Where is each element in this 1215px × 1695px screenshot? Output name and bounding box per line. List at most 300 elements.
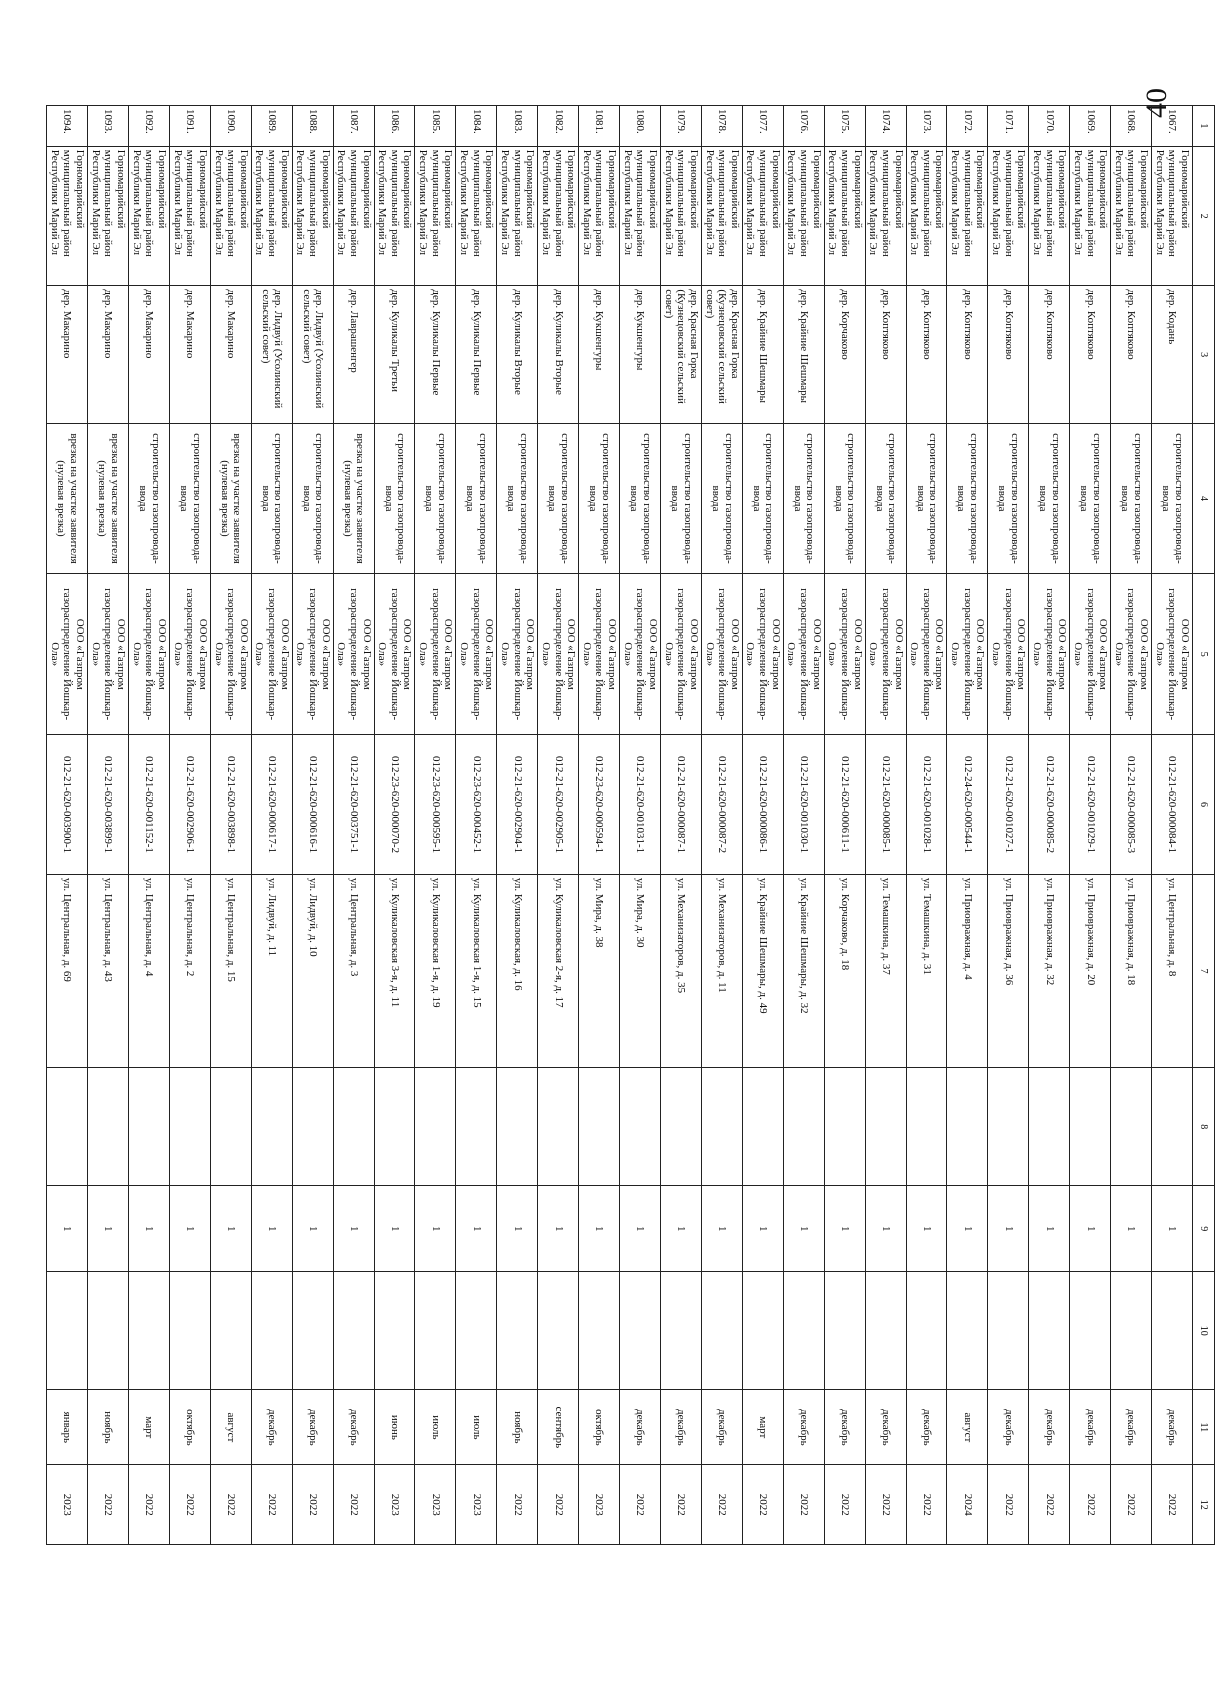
month-cell: август — [210, 1390, 251, 1465]
settlement-cell: дер. Коптяково — [988, 286, 1029, 423]
work-type-cell: строительство газопровода-ввода — [292, 423, 333, 573]
operator-cell: ООО «Газпром газораспределение Йошкар-Ола» — [742, 574, 783, 735]
work-type-cell: строительство газопровода-ввода — [906, 423, 947, 573]
address-cell: ул. Приовражная, д. 4 — [947, 874, 988, 1067]
address-cell: ул. Приовражная, д. 32 — [1029, 874, 1070, 1067]
table-row — [1152, 106, 1193, 1545]
operator-cell: ООО «Газпром газораспределение Йошкар-Ола» — [88, 574, 129, 735]
municipality-cell: Горномарийский муниципальный район Республики Марий Эл — [47, 146, 88, 286]
col-10-cell — [251, 1272, 292, 1390]
work-type-cell: строительство газопровода-ввода — [947, 423, 988, 573]
operator-cell: ООО «Газпром газораспределение Йошкар-Ола» — [661, 574, 702, 735]
work-type-cell: строительство газопровода-ввода — [169, 423, 210, 573]
municipality-cell: Горномарийский муниципальный район Республики Марий Эл — [783, 146, 824, 286]
work-type-cell: врезка на участке заявителя (нулевая врезка) — [88, 423, 129, 573]
application-number-cell: 012-21-620-000086-1 — [742, 735, 783, 875]
col-10-cell — [579, 1272, 620, 1390]
table-row — [1029, 106, 1070, 1545]
application-number-cell: 012-21-620-001030-1 — [783, 735, 824, 875]
table-row — [129, 106, 170, 1545]
year-cell: 2022 — [783, 1465, 824, 1545]
operator-cell: ООО «Газпром газораспределение Йошкар-Ола» — [947, 574, 988, 735]
settlement-cell: дер. Крайние Шешмары — [783, 286, 824, 423]
operator-cell: ООО «Газпром газораспределение Йошкар-Ола» — [292, 574, 333, 735]
col-8-cell — [169, 1068, 210, 1186]
row-number-cell: 1077. — [742, 106, 783, 147]
address-cell: ул. Центральная, д. 69 — [47, 874, 88, 1067]
application-number-cell: 012-21-620-000087-2 — [701, 735, 742, 875]
work-type-cell: строительство газопровода-ввода — [1070, 423, 1111, 573]
work-type-cell: строительство газопровода-ввода — [415, 423, 456, 573]
quantity-cell: 1 — [169, 1186, 210, 1272]
col-8-cell — [1070, 1068, 1111, 1186]
application-number-cell: 012-21-620-002904-1 — [497, 735, 538, 875]
settlement-cell: дер. Коптяково — [947, 286, 988, 423]
col-10-cell — [538, 1272, 579, 1390]
year-cell: 2023 — [415, 1465, 456, 1545]
col-8-cell — [1029, 1068, 1070, 1186]
municipality-cell: Горномарийский муниципальный район Республики Марий Эл — [1111, 146, 1152, 286]
col-10-cell — [824, 1272, 865, 1390]
row-number-cell: 1080. — [620, 106, 661, 147]
settlement-cell: дер. Куликалы Вторые — [538, 286, 579, 423]
work-type-cell: строительство газопровода-ввода — [1029, 423, 1070, 573]
settlement-cell: дер. Куликалы Третьи — [374, 286, 415, 423]
operator-cell: ООО «Газпром газораспределение Йошкар-Ола» — [415, 574, 456, 735]
table-row — [742, 106, 783, 1545]
col-8-cell — [129, 1068, 170, 1186]
quantity-cell: 1 — [251, 1186, 292, 1272]
table-row — [620, 106, 661, 1545]
municipality-cell: Горномарийский муниципальный район Республики Марий Эл — [620, 146, 661, 286]
address-cell: ул. Крайние Шешмары, д. 49 — [742, 874, 783, 1067]
settlement-cell: дер. Коптяково — [1070, 286, 1111, 423]
settlement-cell: дер. Кукшенгуры — [579, 286, 620, 423]
quantity-cell: 1 — [783, 1186, 824, 1272]
application-number-cell: 012-21-620-001027-1 — [988, 735, 1029, 875]
year-cell: 2022 — [824, 1465, 865, 1545]
settlement-cell: дер. Кукшенгуры — [620, 286, 661, 423]
col-8-cell — [742, 1068, 783, 1186]
operator-cell: ООО «Газпром газораспределение Йошкар-Ола» — [1029, 574, 1070, 735]
settlement-cell: дер. Крайние Шешмары — [742, 286, 783, 423]
page-number: 40 — [1140, 88, 1173, 118]
year-cell: 2022 — [169, 1465, 210, 1545]
month-cell: декабрь — [1070, 1390, 1111, 1465]
municipality-cell: Горномарийский муниципальный район Республики Марий Эл — [1070, 146, 1111, 286]
address-cell: ул. Мира, д. 30 — [620, 874, 661, 1067]
col-8-cell — [415, 1068, 456, 1186]
month-cell: ноябрь — [88, 1390, 129, 1465]
column-header-4: 4 — [1193, 423, 1215, 573]
month-cell: декабрь — [988, 1390, 1029, 1465]
table-row — [333, 106, 374, 1545]
operator-cell: ООО «Газпром газораспределение Йошкар-Ола» — [538, 574, 579, 735]
column-header-1: 1 — [1193, 106, 1215, 147]
col-8-cell — [620, 1068, 661, 1186]
application-number-cell: 012-23-620-000452-1 — [456, 735, 497, 875]
work-type-cell: строительство газопровода-ввода — [701, 423, 742, 573]
work-type-cell: строительство газопровода-ввода — [661, 423, 702, 573]
application-number-cell: 012-21-620-000617-1 — [251, 735, 292, 875]
municipality-cell: Горномарийский муниципальный район Республики Марий Эл — [906, 146, 947, 286]
settlement-cell: дер. Красная Горка (Кузнецовский сельский совет) — [701, 286, 742, 423]
row-number-cell: 1068. — [1111, 106, 1152, 147]
year-cell: 2022 — [661, 1465, 702, 1545]
col-10-cell — [497, 1272, 538, 1390]
quantity-cell: 1 — [497, 1186, 538, 1272]
operator-cell: ООО «Газпром газораспределение Йошкар-Ола» — [865, 574, 906, 735]
col-8-cell — [579, 1068, 620, 1186]
row-number-cell: 1067. — [1152, 106, 1193, 147]
quantity-cell: 1 — [865, 1186, 906, 1272]
col-8-cell — [1111, 1068, 1152, 1186]
municipality-cell: Горномарийский муниципальный район Республики Марий Эл — [865, 146, 906, 286]
col-8-cell — [906, 1068, 947, 1186]
col-8-cell — [661, 1068, 702, 1186]
operator-cell: ООО «Газпром газораспределение Йошкар-Ола» — [824, 574, 865, 735]
row-number-cell: 1089. — [251, 106, 292, 147]
col-8-cell — [374, 1068, 415, 1186]
month-cell: декабрь — [701, 1390, 742, 1465]
column-header-8: 8 — [1193, 1068, 1215, 1186]
work-type-cell: строительство газопровода-ввода — [824, 423, 865, 573]
row-number-cell: 1075. — [824, 106, 865, 147]
quantity-cell: 1 — [88, 1186, 129, 1272]
table-row — [1070, 106, 1111, 1545]
col-10-cell — [210, 1272, 251, 1390]
col-10-cell — [865, 1272, 906, 1390]
month-cell: декабрь — [906, 1390, 947, 1465]
quantity-cell: 1 — [374, 1186, 415, 1272]
year-cell: 2024 — [947, 1465, 988, 1545]
address-cell: ул. Центральная, д. 2 — [169, 874, 210, 1067]
col-10-cell — [988, 1272, 1029, 1390]
application-number-cell: 012-21-620-001031-1 — [620, 735, 661, 875]
settlement-cell: дер. Куликалы Первые — [456, 286, 497, 423]
year-cell: 2022 — [1152, 1465, 1193, 1545]
municipality-cell: Горномарийский муниципальный район Республики Марий Эл — [251, 146, 292, 286]
col-8-cell — [865, 1068, 906, 1186]
row-number-cell: 1074. — [865, 106, 906, 147]
row-number-cell: 1082. — [538, 106, 579, 147]
month-cell: март — [742, 1390, 783, 1465]
col-8-cell — [456, 1068, 497, 1186]
col-10-cell — [661, 1272, 702, 1390]
quantity-cell: 1 — [129, 1186, 170, 1272]
municipality-cell: Горномарийский муниципальный район Республики Марий Эл — [988, 146, 1029, 286]
operator-cell: ООО «Газпром газораспределение Йошкар-Ола» — [579, 574, 620, 735]
application-number-cell: 012-21-620-001152-1 — [129, 735, 170, 875]
municipality-cell: Горномарийский муниципальный район Республики Марий Эл — [88, 146, 129, 286]
address-cell: ул. Крайние Шешмары, д. 32 — [783, 874, 824, 1067]
municipality-cell: Горномарийский муниципальный район Республики Марий Эл — [742, 146, 783, 286]
column-header-12: 12 — [1193, 1465, 1215, 1545]
col-10-cell — [1029, 1272, 1070, 1390]
year-cell: 2022 — [865, 1465, 906, 1545]
work-type-cell: врезка на участке заявителя (нулевая врезка) — [47, 423, 88, 573]
rotated-table-container — [48, 105, 1215, 1545]
operator-cell: ООО «Газпром газораспределение Йошкар-Ола» — [169, 574, 210, 735]
month-cell: июнь — [374, 1390, 415, 1465]
application-number-cell: 012-21-620-003899-1 — [88, 735, 129, 875]
col-8-cell — [824, 1068, 865, 1186]
col-8-cell — [538, 1068, 579, 1186]
work-type-cell: врезка на участке заявителя (нулевая врезка) — [333, 423, 374, 573]
application-number-cell: 012-21-620-000085-3 — [1111, 735, 1152, 875]
municipality-cell: Горномарийский муниципальный район Республики Марий Эл — [1029, 146, 1070, 286]
address-cell: ул. Куликаловская 1-я, д. 15 — [456, 874, 497, 1067]
address-cell: ул. Центральная, д. 15 — [210, 874, 251, 1067]
year-cell: 2023 — [579, 1465, 620, 1545]
address-cell: ул. Приовражная, д. 18 — [1111, 874, 1152, 1067]
column-header-11: 11 — [1193, 1390, 1215, 1465]
settlement-cell: дер. Коптяково — [1111, 286, 1152, 423]
operator-cell: ООО «Газпром газораспределение Йошкар-Ола» — [210, 574, 251, 735]
row-number-cell: 1078. — [701, 106, 742, 147]
column-header-3: 3 — [1193, 286, 1215, 423]
quantity-cell: 1 — [701, 1186, 742, 1272]
address-cell: ул. Механизаторов, д. 35 — [661, 874, 702, 1067]
col-10-cell — [1070, 1272, 1111, 1390]
table-row — [661, 106, 702, 1545]
work-type-cell: строительство газопровода-ввода — [129, 423, 170, 573]
application-number-cell: 012-21-620-002906-1 — [169, 735, 210, 875]
month-cell: декабрь — [661, 1390, 702, 1465]
table-row — [374, 106, 415, 1545]
row-number-cell: 1083. — [497, 106, 538, 147]
application-number-cell: 012-21-620-000087-1 — [661, 735, 702, 875]
settlement-cell: дер. Лаврашенгер — [333, 286, 374, 423]
year-cell: 2022 — [88, 1465, 129, 1545]
address-cell: ул. Механизаторов, д. 11 — [701, 874, 742, 1067]
year-cell: 2023 — [47, 1465, 88, 1545]
year-cell: 2023 — [374, 1465, 415, 1545]
address-cell: ул. Лидвуй, д. 10 — [292, 874, 333, 1067]
quantity-cell: 1 — [210, 1186, 251, 1272]
col-10-cell — [906, 1272, 947, 1390]
month-cell: декабрь — [1029, 1390, 1070, 1465]
table-row — [88, 106, 129, 1545]
operator-cell: ООО «Газпром газораспределение Йошкар-Ола» — [988, 574, 1029, 735]
year-cell: 2022 — [538, 1465, 579, 1545]
month-cell: декабрь — [333, 1390, 374, 1465]
year-cell: 2023 — [456, 1465, 497, 1545]
settlement-cell: дер. Макарино — [210, 286, 251, 423]
address-cell: ул. Куликаловская, д. 16 — [497, 874, 538, 1067]
row-number-cell: 1087. — [333, 106, 374, 147]
work-type-cell: строительство газопровода-ввода — [374, 423, 415, 573]
col-10-cell — [88, 1272, 129, 1390]
work-type-cell: строительство газопровода-ввода — [620, 423, 661, 573]
month-cell: декабрь — [1111, 1390, 1152, 1465]
row-number-cell: 1081. — [579, 106, 620, 147]
row-number-cell: 1092. — [129, 106, 170, 147]
work-type-cell: врезка на участке заявителя (нулевая врезка) — [210, 423, 251, 573]
col-8-cell — [251, 1068, 292, 1186]
work-type-cell: строительство газопровода-ввода — [1152, 423, 1193, 573]
column-header-5: 5 — [1193, 574, 1215, 735]
application-number-cell: 012-21-620-000085-1 — [865, 735, 906, 875]
work-type-cell: строительство газопровода-ввода — [1111, 423, 1152, 573]
municipality-cell: Горномарийский муниципальный район Республики Марий Эл — [129, 146, 170, 286]
municipality-cell: Горномарийский муниципальный район Республики Марий Эл — [169, 146, 210, 286]
municipality-cell: Горномарийский муниципальный район Республики Марий Эл — [456, 146, 497, 286]
address-cell: ул. Мира, д. 38 — [579, 874, 620, 1067]
month-cell: декабрь — [1152, 1390, 1193, 1465]
table-row — [906, 106, 947, 1545]
settlement-cell: дер. Корчаково — [824, 286, 865, 423]
municipality-cell: Горномарийский муниципальный район Республики Марий Эл — [1152, 146, 1193, 286]
municipality-cell: Горномарийский муниципальный район Республики Марий Эл — [538, 146, 579, 286]
address-cell: ул. Центральная, д. 4 — [129, 874, 170, 1067]
col-8-cell — [1152, 1068, 1193, 1186]
table-row — [783, 106, 824, 1545]
row-number-cell: 1090. — [210, 106, 251, 147]
col-8-cell — [947, 1068, 988, 1186]
row-number-cell: 1079. — [661, 106, 702, 147]
month-cell: декабрь — [783, 1390, 824, 1465]
settlement-cell: дер. Красная Горка (Кузнецовский сельский совет) — [661, 286, 702, 423]
table-row — [169, 106, 210, 1545]
operator-cell: ООО «Газпром газораспределение Йошкар-Ола» — [251, 574, 292, 735]
row-number-cell: 1091. — [169, 106, 210, 147]
row-number-cell: 1073. — [906, 106, 947, 147]
table-row — [251, 106, 292, 1545]
quantity-cell: 1 — [1029, 1186, 1070, 1272]
column-header-2: 2 — [1193, 146, 1215, 286]
header-row — [1193, 106, 1215, 1545]
col-8-cell — [701, 1068, 742, 1186]
year-cell: 2022 — [988, 1465, 1029, 1545]
settlement-cell: дер. Лидвуй (Усолинский сельский совет) — [251, 286, 292, 423]
quantity-cell: 1 — [333, 1186, 374, 1272]
operator-cell: ООО «Газпром газораспределение Йошкар-Ола» — [1070, 574, 1111, 735]
table-row — [415, 106, 456, 1545]
address-cell: ул. Темашкина, д. 37 — [865, 874, 906, 1067]
year-cell: 2022 — [251, 1465, 292, 1545]
quantity-cell: 1 — [538, 1186, 579, 1272]
application-number-cell: 012-23-620-000594-1 — [579, 735, 620, 875]
work-type-cell: строительство газопровода-ввода — [742, 423, 783, 573]
municipality-cell: Горномарийский муниципальный район Республики Марий Эл — [333, 146, 374, 286]
settlement-cell: дер. Куликалы Первые — [415, 286, 456, 423]
quantity-cell: 1 — [620, 1186, 661, 1272]
col-10-cell — [620, 1272, 661, 1390]
table-row — [456, 106, 497, 1545]
address-cell: ул. Куликаловская 2-я, д. 17 — [538, 874, 579, 1067]
col-10-cell — [783, 1272, 824, 1390]
address-cell: ул. Куликаловская 3-я, д. 11 — [374, 874, 415, 1067]
row-number-cell: 1072. — [947, 106, 988, 147]
table-row — [210, 106, 251, 1545]
application-number-cell: 012-21-620-002905-1 — [538, 735, 579, 875]
row-number-cell: 1086. — [374, 106, 415, 147]
table-row — [947, 106, 988, 1545]
year-cell: 2022 — [742, 1465, 783, 1545]
operator-cell: ООО «Газпром газораспределение Йошкар-Ола» — [47, 574, 88, 735]
address-cell: ул. Центральная, д. 8 — [1152, 874, 1193, 1067]
year-cell: 2022 — [129, 1465, 170, 1545]
month-cell: июль — [456, 1390, 497, 1465]
gas-connection-table — [46, 105, 1215, 1545]
application-number-cell: 012-21-620-000616-1 — [292, 735, 333, 875]
operator-cell: ООО «Газпром газораспределение Йошкар-Ола» — [1111, 574, 1152, 735]
municipality-cell: Горномарийский муниципальный район Республики Марий Эл — [415, 146, 456, 286]
table-row — [988, 106, 1029, 1545]
col-10-cell — [169, 1272, 210, 1390]
table-row — [701, 106, 742, 1545]
municipality-cell: Горномарийский муниципальный район Республики Марий Эл — [374, 146, 415, 286]
address-cell: ул. Приовражная, д. 20 — [1070, 874, 1111, 1067]
quantity-cell: 1 — [415, 1186, 456, 1272]
work-type-cell: строительство газопровода-ввода — [456, 423, 497, 573]
quantity-cell: 1 — [1152, 1186, 1193, 1272]
year-cell: 2022 — [620, 1465, 661, 1545]
quantity-cell: 1 — [1111, 1186, 1152, 1272]
application-number-cell: 012-21-620-003900-1 — [47, 735, 88, 875]
application-number-cell: 012-21-620-003751-1 — [333, 735, 374, 875]
col-8-cell — [210, 1068, 251, 1186]
settlement-cell: дер. Лидвуй (Усолинский сельский совет) — [292, 286, 333, 423]
col-10-cell — [415, 1272, 456, 1390]
application-number-cell: 012-23-620-000070-2 — [374, 735, 415, 875]
operator-cell: ООО «Газпром газораспределение Йошкар-Ола» — [456, 574, 497, 735]
month-cell: июль — [415, 1390, 456, 1465]
table-row — [824, 106, 865, 1545]
col-8-cell — [497, 1068, 538, 1186]
col-10-cell — [1111, 1272, 1152, 1390]
municipality-cell: Горномарийский муниципальный район Республики Марий Эл — [210, 146, 251, 286]
work-type-cell: строительство газопровода-ввода — [865, 423, 906, 573]
table-row — [1111, 106, 1152, 1545]
col-10-cell — [333, 1272, 374, 1390]
table-row — [292, 106, 333, 1545]
work-type-cell: строительство газопровода-ввода — [251, 423, 292, 573]
table-body — [47, 106, 1193, 1545]
month-cell: декабрь — [251, 1390, 292, 1465]
settlement-cell: дер. Макарино — [169, 286, 210, 423]
application-number-cell: 012-21-620-000611-1 — [824, 735, 865, 875]
address-cell: ул. Куликаловская 1-я, д. 19 — [415, 874, 456, 1067]
quantity-cell: 1 — [947, 1186, 988, 1272]
address-cell: ул. Корчаково, д. 18 — [824, 874, 865, 1067]
col-8-cell — [47, 1068, 88, 1186]
year-cell: 2022 — [210, 1465, 251, 1545]
address-cell: ул. Приовражная, д. 36 — [988, 874, 1029, 1067]
month-cell: октябрь — [169, 1390, 210, 1465]
quantity-cell: 1 — [292, 1186, 333, 1272]
application-number-cell: 012-21-620-001028-1 — [906, 735, 947, 875]
operator-cell: ООО «Газпром газораспределение Йошкар-Ола» — [701, 574, 742, 735]
municipality-cell: Горномарийский муниципальный район Республики Марий Эл — [824, 146, 865, 286]
quantity-cell: 1 — [456, 1186, 497, 1272]
quantity-cell: 1 — [47, 1186, 88, 1272]
col-10-cell — [129, 1272, 170, 1390]
address-cell: ул. Темашкина, д. 31 — [906, 874, 947, 1067]
row-number-cell: 1076. — [783, 106, 824, 147]
settlement-cell: дер. Куликалы Вторые — [497, 286, 538, 423]
month-cell: январь — [47, 1390, 88, 1465]
operator-cell: ООО «Газпром газораспределение Йошкар-Ола» — [333, 574, 374, 735]
application-number-cell: 012-21-620-000085-2 — [1029, 735, 1070, 875]
column-header-9: 9 — [1193, 1186, 1215, 1272]
year-cell: 2022 — [1111, 1465, 1152, 1545]
col-10-cell — [1152, 1272, 1193, 1390]
application-number-cell: 012-21-620-000084-1 — [1152, 735, 1193, 875]
settlement-cell: дер. Коптяково — [906, 286, 947, 423]
row-number-cell: 1088. — [292, 106, 333, 147]
